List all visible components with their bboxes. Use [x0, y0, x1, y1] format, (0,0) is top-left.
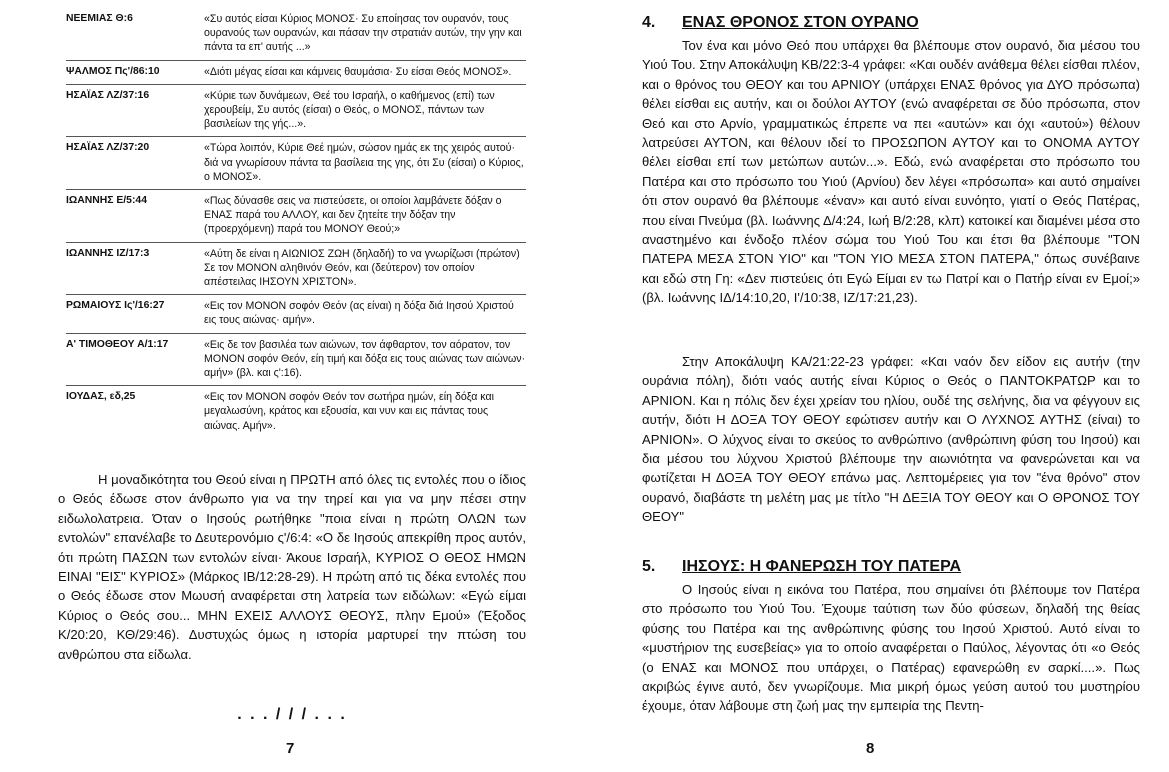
- reference-citation: ΙΩΑΝΝΗΣ ΙΖ/17:3: [66, 242, 198, 295]
- reference-citation: ΙΩΑΝΝΗΣ Ε/5:44: [66, 190, 198, 243]
- reference-row: [66, 84, 526, 137]
- reference-quote: «Τώρα λοιπόν, Κύριε Θεέ ημών, σώσον ημάς εκ της χειρός αυτού· διά να γνωρίσουν πάντα τα βασίλεια της γης, ότι Συ (είσαι) ο Κύριος, ο ΜΟΝΟΣ».: [198, 137, 526, 190]
- page-number-right: 8: [866, 740, 875, 757]
- section-4-number: 4.: [642, 14, 656, 31]
- section-separator: . . . / / / . . .: [237, 706, 347, 723]
- reference-citation: ΡΩΜΑΙΟΥΣ Ις'/16:27: [66, 295, 198, 333]
- left-page: [0, 0, 584, 772]
- reference-quote: «Εις τον ΜΟΝΟΝ σοφόν Θεόν τον σωτήρα ημών, είη δόξα και μεγαλωσύνη, κράτος και εξουσία, και νυν και εις πάντας τους αιώνας. Αμήν».: [204, 391, 494, 432]
- reference-row: [66, 8, 526, 60]
- section-5-title: ΙΗΣΟΥΣ: Η ΦΑΝΕΡΩΣΗ ΤΟΥ ΠΑΤΕΡΑ: [682, 558, 962, 575]
- reference-citation: ΗΣΑΪΑΣ ΛΖ/37:16: [66, 84, 198, 137]
- reference-quote: «Διότι μέγας είσαι και κάμνεις θαυμάσια· Συ είσαι Θεός ΜΟΝΟΣ».: [198, 60, 526, 84]
- reference-row: [66, 190, 526, 243]
- reference-citation: ΝΕΕΜΙΑΣ Θ:6: [66, 8, 198, 60]
- left-body-paragraph: Η μοναδικότητα του Θεού είναι η ΠΡΩΤΗ από όλες τις εντολές που ο ίδιος ο Θεός έδωσε στον άνθρωπο για να την τηρεί και για να μην πέσει στην ειδωλολατρεια. Όταν ο Ιησούς ρωτήθηκε "ποια είναι η πρώτη ΟΛΩΝ των εντολών" επανέλαβε το Δευτερονόμιο ς'/6:4: «Ο δε Ιησούς απεκρίθη προς αυτόν, ότι πρώτη ΠΑΣΩΝ των εντολών είναι· Άκουε Ισραήλ, ΚΥΡΙΟΣ Ο ΘΕΟΣ ΗΜΩΝ ΕΙΝΑΙ "ΕΙΣ" ΚΥΡΙΟΣ» (Μάρκος ΙΒ/12:28-29). Η πρώτη από τις δέκα εντολές που ο Θεός έδωσε στον Μωυσή αναφέρεται στη λατρεία των ειδώλων: «Εγώ είμαι Κύριος ο Θεός σου... ΜΗΝ ΕΧΕΙΣ ΑΛΛΟΥΣ ΘΕΟΥΣ, πλην Εμού» (Έξοδος Κ/20:20, ΚΘ/29:46). Δυστυχώς όμως η ιστορία μαρτυρεί την πτώση του ανθρώπου στα είδωλα.: [58, 472, 526, 662]
- page-number-left: 7: [286, 740, 295, 757]
- reference-quote: «Αύτη δε είναι η ΑΙΩΝΙΟΣ ΖΩΗ (δηλαδή) το να γνωρίζωσι (πρώτον) Σε τον ΜΟΝΟΝ αληθινόν Θεόν, και (δεύτερον) τον οποίον απέστειλας ΙΗΣΟΥΝ ΧΡΙΣΤΟΝ».: [198, 242, 526, 295]
- section-5-heading: [642, 558, 961, 576]
- reference-row: [66, 60, 526, 84]
- section-4-title: ΕΝΑΣ ΘΡΟΝΟΣ ΣΤΟΝ ΟΥΡΑΝΟ: [682, 14, 919, 31]
- section-4-paragraph-2: Στην Αποκάλυψη ΚΑ/21:22-23 γράφει: «Και ναόν δεν είδον εις αυτήν (την ουράνια πόλη), διότι ναός αυτής είναι Κύριος ο Θεός ο ΠΑΝΤΟΚΡΑΤΩΡ και το ΑΡΝΙΟΝ. Και η πόλις δεν έχει χρείαν του ηλίου, ουδέ της σελήνης, δια να φέγγουν εις αυτήν, διότι Η ΔΟΞΑ ΤΟΥ ΘΕΟΥ εφώτισεν αυτήν και Ο ΛΥΧΝΟΣ ΑΥΤΗΣ (είναι) το ΑΡΝΙΟΝ». Ο λύχνος είναι το σκεύος το ανθρώπινο (ανθρώπινη φύση του Ιησού) και δια μέσου του λύχνου Χριστού βλέπουμε την αιωνιότητα να φανερώνεται και να φωτίζεται Η ΔΟΞΑ ΤΟΥ ΘΕΟΥ επάνω μας. Λεπτομέρειες για τον "ένα θρόνο" στον ουρανό, διαβάστε τη μελέτη μας με τίτλο "Η ΔΕΞΙΑ ΤΟΥ ΘΕΟΥ και Ο ΘΡΟΝΟΣ ΤΟΥ ΘΕΟΥ": [642, 354, 1140, 525]
- reference-row: [66, 333, 526, 386]
- scripture-reference-table: [66, 8, 526, 438]
- reference-row: [66, 242, 526, 295]
- reference-quote: «Συ αυτός είσαι Κύριος ΜΟΝΟΣ· Συ εποίησας τον ουρανόν, τους ουρανούς των ουρανών, και πάσαν την στρατιάν αυτών, την γην και πάντα τα επ' αυτής ...»: [198, 8, 526, 60]
- section-4-paragraph-1: Τον ένα και μόνο Θεό που υπάρχει θα βλέπουμε στον ουρανό, δια μέσου του Υιού Του. Στην Αποκάλυψη ΚΒ/22:3-4 γράφει: «Και ουδέν ανάθεμα θέλει είσθαι πλέον, και ο θρόνος του ΘΕΟΥ και του ΑΡΝΙΟΥ (υπάρχει ΕΝΑΣ θρόνος για ΔΥΟ πρόσωπα) θέλει είσθαι εις αυτήν, και οι δούλοι ΑΥΤΟΥ (ενώ αναφέρεται σε δύο πρόσωπα, στον Θεό και στο Αρνίο, γραμματικώς έπρεπε να πει «αυτών» και όχι «αυτού») θέλουν λατρεύσει ΑΥΤΟΝ, και θέλουν ιδεί το ΠΡΟΣΩΠΟΝ ΑΥΤΟΥ και το ΟΝΟΜΑ ΑΥΤΟΥ θέλει είσθαι επί των μετώπων αυτών...». Εδώ, ενώ αναφέρεται στο πρόσωπο του Πατέρα και στο πρόσωπο του Υιού (Αρνίου) δεν λέγει «πρόσωπα» και αυτό σημαίνει ότι στον ουρανό θα βλέπουμε «έναν» και αυτό είναι ευνόητο, γιατί ο Θεός Πατέρας, που είναι Πνεύμα (βλ. Ιωάννης Δ/4:24, Ιωή Β/2:28, κλπ) κατοικεί και διαμένει μέσα στο αναστημένο και ένδοξο πλέον σώμα του Υιού Του και έτσι θα βλέπουμε "ΤΟΝ ΠΑΤΕΡΑ ΜΕΣΑ ΣΤΟΝ ΥΙΟ" και "ΤΟΝ ΥΙΟ ΜΕΣΑ ΣΤΟΝ ΠΑΤΕΡΑ," όπως συνέβαινε και εδώ στη Γη: «Δεν πιστεύεις ότι Εγώ Είμαι εν τω Πατρί και ο Πατήρ είναι εν Εμοί;» (βλ. Ιωάννης ΙΔ/14:10,20, Ι'/10:38, ΙΖ/17:21,23).: [642, 38, 1140, 306]
- reference-row: [66, 137, 526, 190]
- reference-quote: «Εις δε τον βασιλέα των αιώνων, τον άφθαρτον, τον αόρατον, τον ΜΟΝΟΝ σοφόν Θεόν, είη τιμή και δόξα εις τους αιώνας των αιώνων· αμήν» (βλ. και ς':16).: [198, 333, 526, 386]
- section-4-heading: [642, 14, 919, 32]
- reference-citation: ΙΟΥΔΑΣ, εδ,25: [66, 391, 136, 403]
- reference-citation: Α' ΤΙΜΟΘΕΟΥ Α/1:17: [66, 333, 198, 386]
- reference-citation: ΨΑΛΜΟΣ Πς'/86:10: [66, 60, 198, 84]
- section-5-paragraph-1: Ο Ιησούς είναι η εικόνα του Πατέρα, που σημαίνει ότι βλέπουμε τον Πατέρα στο πρόσωπο του Υιού Του. Έχουμε ταύτιση των δύο φύσεων, δηλαδή της θείας φύσης του Πατέρα και της ανθρώπινης φύσης του Ιησού Χριστού. Αυτό είναι το «μυστήριον της ευσεβείας» για το οποίο αναφέρεται ο Παύλος, λέγοντας ότι «ο Θεός (ο ΕΝΑΣ και ΜΟΝΟΣ που υπάρχει, ο Πατέρας) εφανερώθη εν σαρκί....». Πως ακριβώς έγινε αυτό, δεν γνωρίζουμε. Μια μικρή όμως γεύση αυτού του μυστηρίου έχουμε, όταν λάβουμε στη ζωή μας την εμπειρία της Πεντη-: [642, 582, 1140, 714]
- right-page: [584, 0, 1169, 772]
- reference-quote: «Εις τον ΜΟΝΟΝ σοφόν Θεόν (ας είναι) η δόξα διά Ιησού Χριστού εις τους αιώνας· αμήν».: [198, 295, 526, 333]
- reference-quote: «Κύριε των δυνάμεων, Θεέ του Ισραήλ, ο καθήμενος (επί) των χερουβείμ, Συ αυτός (είσαι) ο Θεός, ο ΜΟΝΟΣ, πάντων των βασιλείων της γής...».: [198, 84, 526, 137]
- reference-row: [66, 386, 526, 438]
- section-5-number: 5.: [642, 558, 656, 575]
- reference-citation: ΗΣΑΪΑΣ ΛΖ/37:20: [66, 137, 198, 190]
- reference-row: [66, 295, 526, 333]
- reference-quote: «Πως δύνασθε σεις να πιστεύσετε, οι οποίοι λαμβάνετε δόξαν ο ΕΝΑΣ παρά του ΑΛΛΟΥ, και δεν ζητείτε την δόξαν την (προερχόμενη) παρά του ΜΟΝΟΥ Θεού;»: [198, 190, 526, 243]
